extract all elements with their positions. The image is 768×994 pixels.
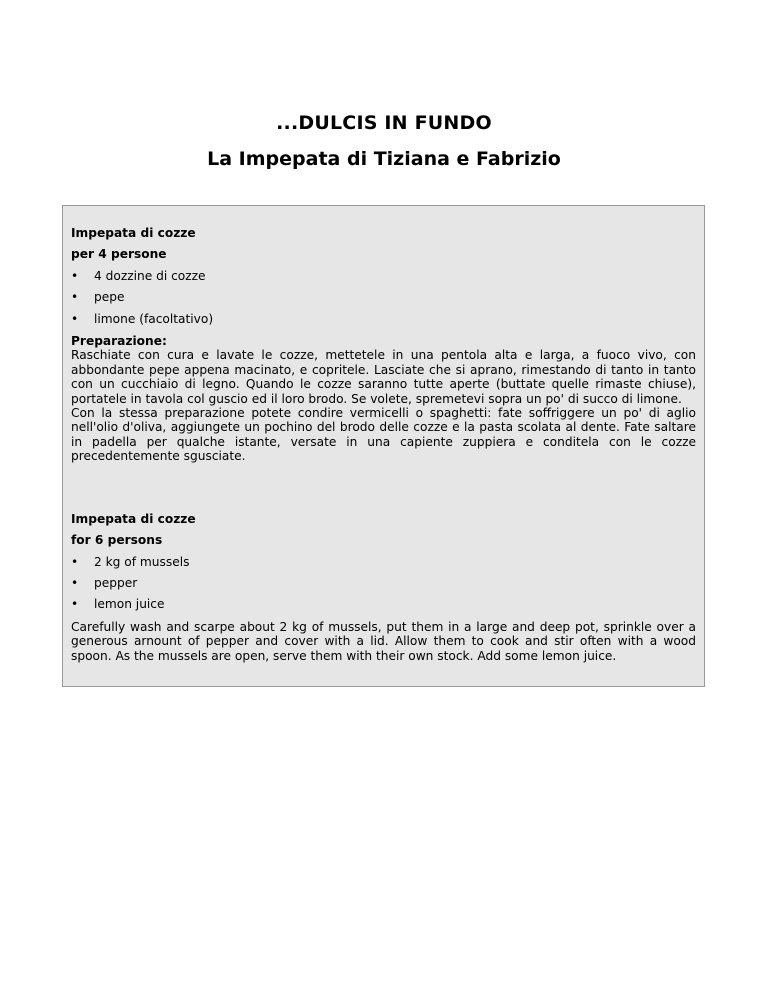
ingredient-item: • 4 dozzine di cozze xyxy=(71,269,696,283)
recipe-servings: for 6 persons xyxy=(71,533,163,548)
preparation-text: Raschiate con cura e lavate le cozze, mettetele in una pentola alta e larga, a fuoco vivo, con abbondante pepe appena macinato, e copritele. Lasciate che si aprano, rimestando di tanto in tanto con un cucchiaio di legno. Quando le cozze saranno tutte aperte (buttate quelle rimaste chiuse), portatele in tavola col guscio ed il loro brodo. Se volete, spremetevi sopra un po' di succo di limone. xyxy=(71,348,696,406)
document-subtitle: La Impepata di Tiziana e Fabrizio xyxy=(207,148,561,170)
recipe-servings: per 4 persone xyxy=(71,247,167,262)
recipe-box xyxy=(62,205,705,687)
ingredient-item: • limone (facoltativo) xyxy=(71,312,696,326)
ingredient-item: • pepper xyxy=(71,576,696,590)
ingredient-item: • lemon juice xyxy=(71,597,696,611)
ingredient-item: • 2 kg of mussels xyxy=(71,555,696,569)
recipe-italian xyxy=(71,226,696,464)
preparation-label: Preparazione: xyxy=(71,334,167,349)
recipe-english xyxy=(71,512,696,663)
recipe-title: Impepata di cozze xyxy=(71,511,196,526)
ingredient-list xyxy=(71,269,696,326)
ingredient-item: • pepe xyxy=(71,290,696,304)
recipe-title: Impepata di cozze xyxy=(71,226,196,240)
preparation-text-pasta: Con la stessa preparazione potete condire vermicelli o spaghetti: fate soffriggere un po' di aglio nell'olio d'oliva, aggiungete un pochino del brodo delle cozze e la pasta scolata al dente. Fate saltare in padella per qualche istante, versate in una capiente zuppiera e conditela con le cozze precedentemente sgusciate. xyxy=(71,406,696,464)
ingredient-list xyxy=(71,555,696,612)
preparation-text: Carefully wash and scarpe about 2 kg of mussels, put them in a large and deep pot, sprinkle over a generous arnount of pepper and cover with a lid. Allow them to cook and stir often with a wood spoon. As the mussels are open, serve them with their own stock. Add some lemon juice. xyxy=(71,619,696,663)
document-title: ...DULCIS IN FUNDO xyxy=(276,112,492,134)
section-spacer xyxy=(71,464,696,512)
